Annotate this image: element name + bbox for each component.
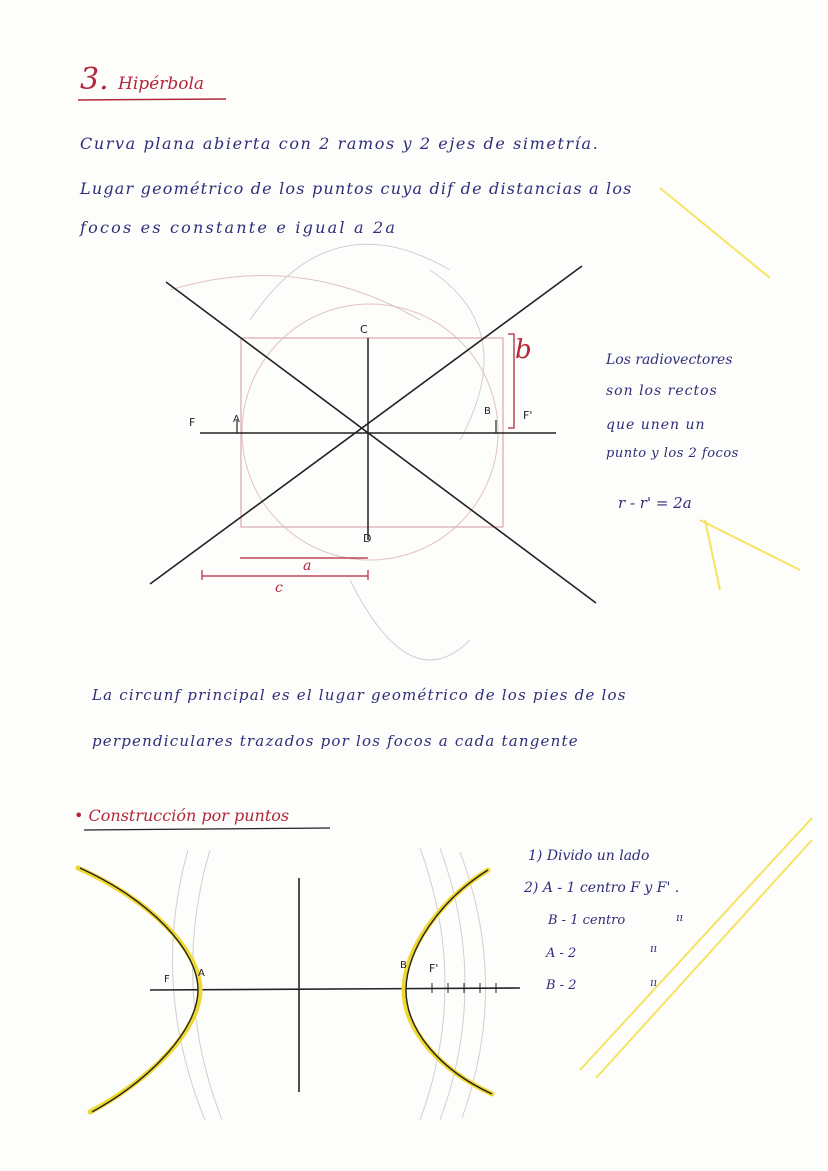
- label-b: b: [515, 335, 532, 365]
- label-B: B: [484, 406, 491, 417]
- section-title: Hipérbola: [118, 74, 205, 94]
- step-3-ditto: ıı: [676, 911, 684, 924]
- principal-line-1: La circunf principal es el lugar geométrico de los pies de los: [92, 686, 627, 704]
- label-D: D: [363, 532, 372, 545]
- definition-line-3: focos es constante e igual a 2a: [80, 218, 398, 237]
- label-c: c: [275, 580, 283, 596]
- side-note-line-1: Los radiovectores: [606, 352, 733, 368]
- construction-label-A: A: [198, 968, 205, 979]
- step-1: 1) Divido un lado: [528, 848, 650, 864]
- construction-label-B: B: [400, 960, 407, 971]
- principal-line-2: perpendiculares trazados por los focos a cada tangente: [92, 732, 579, 750]
- construction-label-F-prime: F': [429, 962, 439, 975]
- step-5-ditto: ıı: [650, 976, 658, 989]
- label-F-prime: F': [523, 409, 533, 422]
- definition-line-2: Lugar geométrico de los puntos cuya dif de distancias a los: [80, 179, 633, 198]
- section-number: 3.: [80, 62, 109, 97]
- label-F: F: [189, 416, 196, 429]
- label-A: A: [233, 414, 240, 425]
- construction-label-F: F: [164, 974, 170, 985]
- step-4: A - 2: [546, 946, 577, 961]
- side-note-formula: r - r' = 2a: [618, 494, 692, 512]
- step-2: 2) A - 1 centro F y F' .: [524, 880, 680, 896]
- definition-line-1: Curva plana abierta con 2 ramos y 2 ejes de simetría.: [80, 134, 600, 153]
- label-C-top: C: [360, 323, 368, 336]
- step-5: B - 2: [546, 978, 577, 993]
- label-a: a: [303, 558, 312, 574]
- side-note-line-2: son los rectos: [606, 383, 718, 399]
- side-note-line-3: que unen un: [606, 417, 706, 433]
- side-note-line-4: punto y los 2 focos: [606, 446, 739, 461]
- construction-heading: • Construcción por puntos: [74, 806, 290, 825]
- step-3: B - 1 centro: [548, 913, 626, 928]
- step-4-ditto: ıı: [650, 942, 658, 955]
